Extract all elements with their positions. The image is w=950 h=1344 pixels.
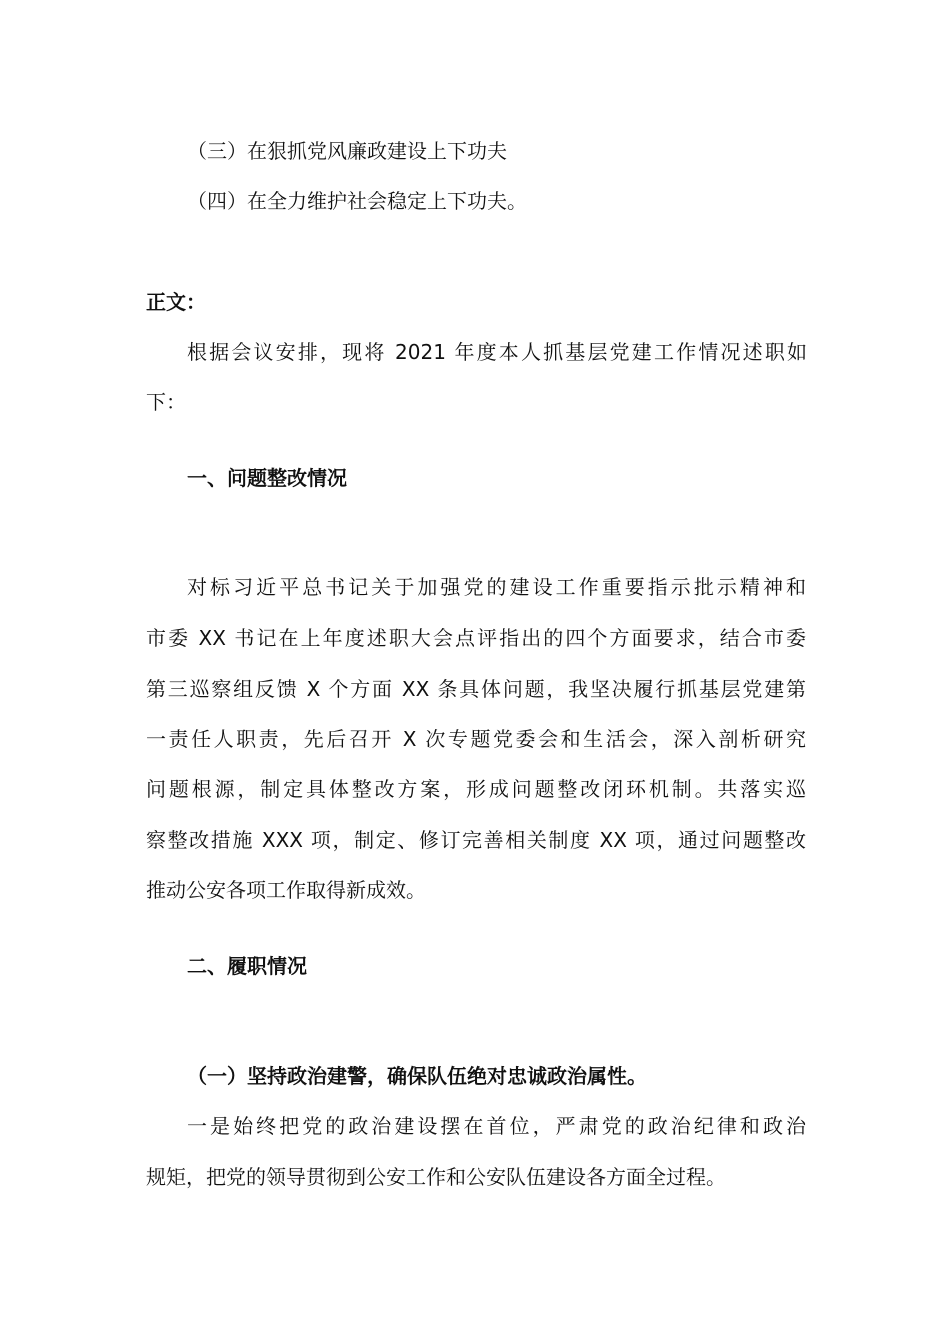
intro-line-1: 根据会议安排，现将 2021 年度本人抓基层党建工作情况述职如	[187, 340, 807, 364]
body-label: 正文：	[146, 290, 206, 314]
section-1-line-4: 一责任人职责，先后召开 X 次专题党委会和生活会，深入剖析研究	[146, 727, 806, 751]
list-item-3: （三）在狠抓党风廉政建设上下功夫	[187, 139, 507, 163]
section-1-line-7: 推动公安各项工作取得新成效。	[146, 878, 426, 902]
section-1-line-3: 第三巡察组反馈 X 个方面 XX 条具体问题，我坚决履行抓基层党建第	[146, 677, 806, 701]
subsection-1-line-1: 一是始终把党的政治建设摆在首位，严肃党的政治纪律和政治	[187, 1114, 806, 1138]
section-1-heading: 一、问题整改情况	[187, 466, 347, 490]
intro-line-2: 下：	[146, 390, 186, 414]
subsection-1-heading: （一）坚持政治建警，确保队伍绝对忠诚政治属性。	[187, 1064, 647, 1088]
section-1-line-1: 对标习近平总书记关于加强党的建设工作重要指示批示精神和	[187, 575, 806, 599]
section-1-line-2: 市委 XX 书记在上年度述职大会点评指出的四个方面要求，结合市委	[146, 626, 806, 650]
subsection-1-line-2: 规矩，把党的领导贯彻到公安工作和公安队伍建设各方面全过程。	[146, 1165, 726, 1189]
section-2-heading: 二、履职情况	[187, 954, 307, 978]
section-1-line-5: 问题根源，制定具体整改方案，形成问题整改闭环机制。共落实巡	[146, 777, 806, 801]
list-item-4: （四）在全力维护社会稳定上下功夫。	[187, 189, 527, 213]
section-1-line-6: 察整改措施 XXX 项，制定、修订完善相关制度 XX 项，通过问题整改	[146, 828, 806, 852]
